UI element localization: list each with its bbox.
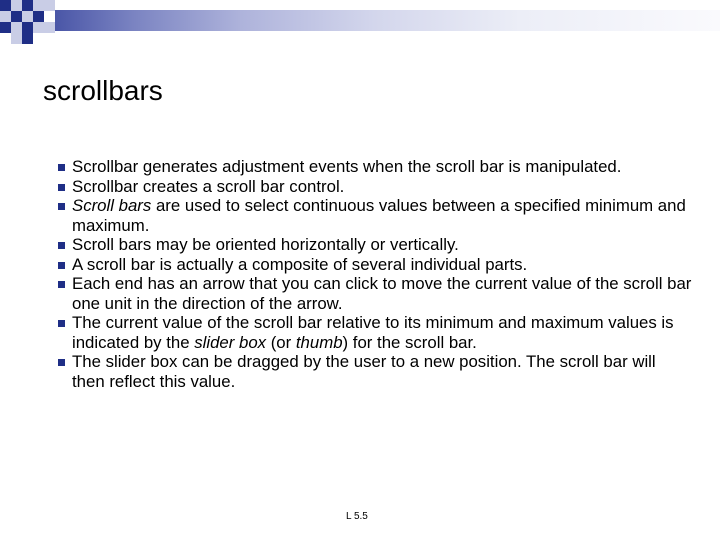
header-square — [0, 11, 11, 22]
bullet-text-run: The current value of the scroll bar relative to its minimum and maximum values is indicated by the — [72, 313, 674, 352]
square-bullet-icon — [58, 164, 65, 171]
bullet-item — [52, 274, 692, 313]
bullet-text — [72, 313, 674, 352]
bullet-text-run: are used to select continuous values between a specified minimum and maximum. — [72, 196, 686, 235]
bullet-text — [72, 157, 621, 176]
bullet-text-run: A scroll bar is actually a composite of several individual parts. — [72, 254, 528, 274]
bullet-item — [52, 313, 692, 352]
bullet-text-run: (or — [266, 332, 296, 352]
header-square — [44, 0, 55, 11]
bullet-text — [72, 177, 344, 196]
header-square — [11, 22, 22, 33]
bullet-text — [72, 274, 691, 313]
bullet-text-run: The slider box can be dragged by the user to a new position. The scroll bar will then reflect this value. — [72, 352, 656, 391]
header-square — [33, 0, 44, 11]
bullet-item — [52, 255, 692, 275]
bullet-item — [52, 177, 692, 197]
bullet-text — [72, 255, 527, 274]
square-bullet-icon — [58, 320, 65, 327]
bullet-text-emphasis: Scroll bars — [72, 196, 152, 215]
slide-title: scrollbars — [43, 75, 163, 106]
header-square — [44, 22, 55, 33]
bullet-text — [72, 352, 656, 391]
bullet-text-run: ) for the scroll bar. — [342, 332, 477, 352]
header-square — [11, 0, 22, 11]
square-bullet-icon — [58, 203, 65, 210]
square-bullet-icon — [58, 281, 65, 288]
header-square — [11, 11, 22, 22]
header-square — [33, 11, 44, 22]
bullet-text-emphasis: thumb — [295, 332, 343, 352]
header-square — [22, 0, 33, 11]
bullet-item — [52, 352, 692, 391]
header-square — [22, 11, 33, 22]
bullet-text-run: Scrollbar generates adjustment events when the scroll bar is manipulated. — [72, 157, 622, 176]
slide-number: L 5.5 — [346, 511, 368, 522]
square-bullet-icon — [58, 262, 65, 269]
header-square — [11, 33, 22, 44]
square-bullet-icon — [58, 184, 65, 191]
header-square — [0, 22, 11, 33]
header-square — [33, 22, 44, 33]
bullet-text-run: Scrollbar creates a scroll bar control. — [72, 176, 345, 196]
header-square — [0, 0, 11, 11]
square-bullet-icon — [58, 359, 65, 366]
square-bullet-icon — [58, 242, 65, 249]
bullet-text — [72, 235, 459, 254]
bullet-text-emphasis: slider box — [194, 332, 267, 352]
bullet-item — [52, 196, 692, 235]
header-gradient-band — [55, 10, 720, 31]
header-square — [22, 22, 33, 33]
bullet-text-run: Scroll bars may be oriented horizontally or vertically. — [72, 235, 459, 254]
bullet-text — [72, 196, 686, 235]
bullet-text-run: Each end has an arrow that you can click to move the current value of the scroll bar one unit in the direction of the arrow. — [72, 274, 692, 313]
bullet-item — [52, 235, 692, 255]
bullet-list — [52, 157, 692, 391]
bullet-item — [52, 157, 692, 177]
header-square — [22, 33, 33, 44]
